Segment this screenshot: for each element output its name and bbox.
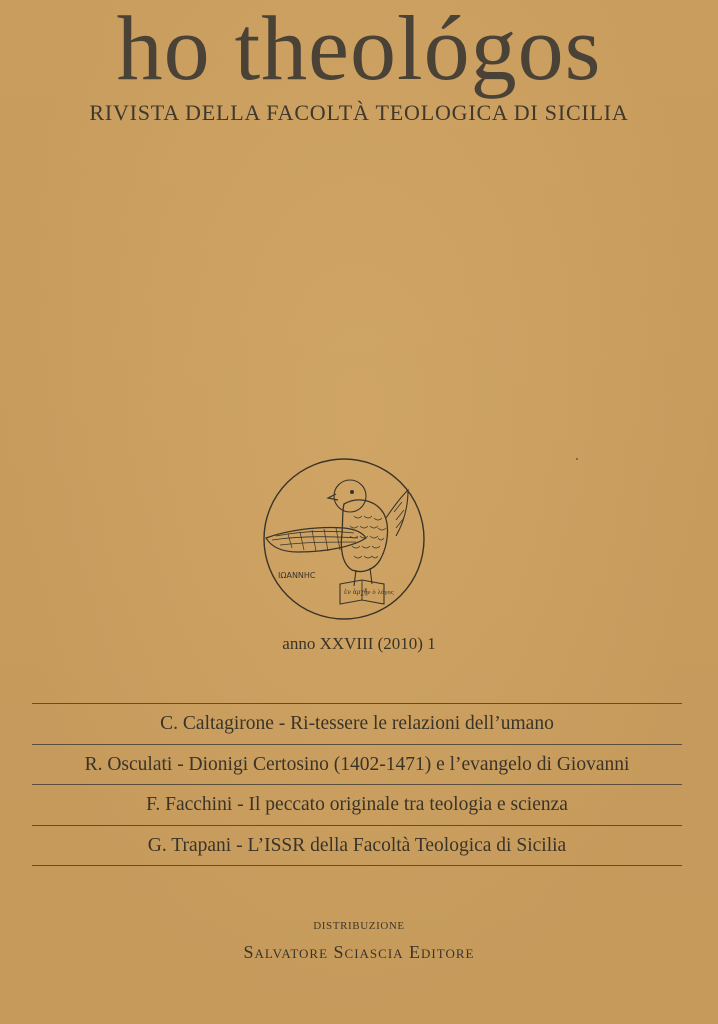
book-text-left: ἐν ἀρχῇ bbox=[344, 589, 368, 596]
article-item: F. Facchini - Il peccato originale tra teologia e scienza bbox=[146, 794, 568, 815]
divider bbox=[32, 865, 682, 866]
article-item: R. Osculati - Dionigi Certosino (1402-1471) e l’evangelo di Giovanni bbox=[84, 753, 630, 775]
emblem-inscription: ΙΩΑΝΝΗC bbox=[278, 571, 316, 580]
article-list bbox=[32, 703, 682, 866]
eagle-emblem-icon bbox=[258, 456, 430, 622]
journal-title: ho theológos bbox=[116, 0, 602, 99]
paper-speck bbox=[576, 458, 578, 460]
publisher-name: Salvatore Sciascia Editore bbox=[243, 942, 475, 962]
issue-number: anno XXVIII (2010) 1 bbox=[282, 634, 436, 653]
book-text-right: ἦν ὁ λόγος bbox=[364, 590, 394, 596]
article-item: C. Caltagirone - Ri-tessere le relazioni dell’umano bbox=[160, 713, 554, 734]
distribution-label: DISTRIBUZIONE bbox=[313, 920, 405, 932]
journal-subtitle: RIVISTA DELLA FACOLTÀ TEOLOGICA DI SICILIA bbox=[89, 100, 629, 125]
article-item: G. Trapani - L’ISSR della Facoltà Teologica di Sicilia bbox=[147, 834, 567, 856]
